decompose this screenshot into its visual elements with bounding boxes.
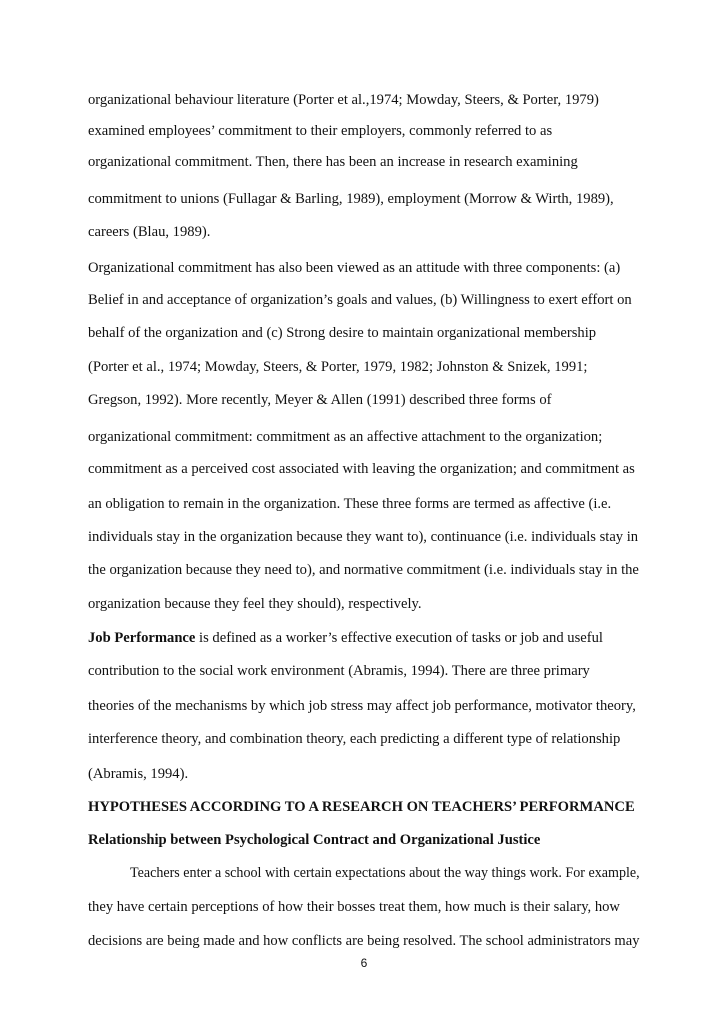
text-line: interference theory, and combination theory, each predicting a different type of relationship xyxy=(88,731,621,747)
text-line: individuals stay in the organization because they want to), continuance (i.e. individuals stay in xyxy=(88,529,639,545)
text-line: contribution to the social work environment (Abramis, 1994). There are three primary xyxy=(88,663,590,679)
text-line: examined employees’ commitment to their employers, commonly referred to as xyxy=(88,123,553,139)
text-line: theories of the mechanisms by which job stress may affect job performance, motivator theory, xyxy=(88,698,636,714)
text-line: behalf of the organization and (c) Strong desire to maintain organizational membership xyxy=(88,325,597,341)
text-line: Gregson, 1992). More recently, Meyer & Allen (1991) described three forms of xyxy=(88,392,552,408)
text-line: organizational commitment: commitment as an affective attachment to the organization; xyxy=(88,429,603,445)
text-line: careers (Blau, 1989). xyxy=(88,224,211,240)
section-subheading: Relationship between Psychological Contract and Organizational Justice xyxy=(88,832,541,848)
text-line: Teachers enter a school with certain expectations about the way things work. For example, xyxy=(130,865,640,881)
text-line: they have certain perceptions of how their bosses treat them, how much is their salary, how xyxy=(88,899,620,915)
text-line: organizational commitment. Then, there has been an increase in research examining xyxy=(88,154,578,170)
job-performance-definition: is defined as a worker’s effective execution of tasks or job and useful xyxy=(195,630,603,646)
text-line: commitment to unions (Fullagar & Barling, 1989), employment (Morrow & Wirth, 1989), xyxy=(88,191,614,207)
text-line: organization because they feel they should), respectively. xyxy=(88,596,422,612)
text-line: commitment as a perceived cost associated with leaving the organization; and commitment as xyxy=(88,461,635,477)
job-performance-term: Job Performance xyxy=(88,630,196,646)
job-performance-line xyxy=(88,629,603,647)
text-line: (Porter et al., 1974; Mowday, Steers, & Porter, 1979, 1982; Johnston & Snizek, 1991; xyxy=(88,359,588,375)
text-line: decisions are being made and how conflicts are being resolved. The school administrators may xyxy=(88,933,640,949)
text-line: the organization because they need to), and normative commitment (i.e. individuals stay in the xyxy=(88,562,639,578)
text-line: Organizational commitment has also been viewed as an attitude with three components: (a) xyxy=(88,260,621,276)
text-line: (Abramis, 1994). xyxy=(88,766,189,782)
text-line: Belief in and acceptance of organization’s goals and values, (b) Willingness to exert effort on xyxy=(88,292,632,308)
section-heading: HYPOTHESES ACCORDING TO A RESEARCH ON TEACHERS’ PERFORMANCE xyxy=(88,799,635,815)
page-number: 6 xyxy=(360,956,368,970)
text-line: an obligation to remain in the organization. These three forms are termed as affective (i.e. xyxy=(88,496,612,512)
text-line: organizational behaviour literature (Porter et al.,1974; Mowday, Steers, & Porter, 1979) xyxy=(88,92,599,108)
